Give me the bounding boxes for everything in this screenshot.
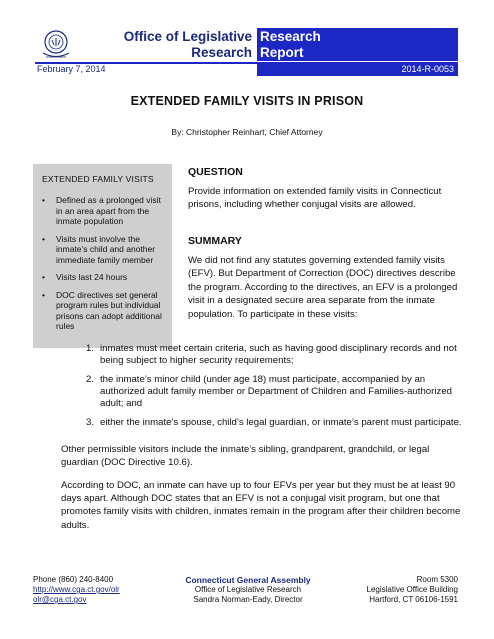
question-text: Provide information on extended family visits in Connecticut prisons, including whether conjugal visits are allowed. xyxy=(188,186,442,211)
list-item xyxy=(86,417,466,429)
footer-phone: Phone (860) 240-8400 xyxy=(33,575,114,584)
other-visitors-paragraph: Other permissible visitors include the inmate’s sibling, grandparent, grandchild, or legal guardian (DOC Directive 10.6). xyxy=(61,444,430,469)
report-number: 2014-R-0053 xyxy=(257,63,458,76)
office-name xyxy=(94,29,252,60)
office-name-line1: Office of Legislative xyxy=(123,29,252,44)
footer-office-name: Office of Legislative Research xyxy=(194,585,302,594)
research-report-banner xyxy=(257,28,458,61)
list-item xyxy=(86,343,466,367)
summary-heading: SUMMARY xyxy=(188,235,242,247)
sidebar-list xyxy=(33,195,172,332)
footer-director: Sandra Norman-Eady, Director xyxy=(193,595,303,604)
requirements-list xyxy=(86,343,466,436)
sidebar-item xyxy=(33,290,172,332)
sidebar-heading: EXTENDED FAMILY VISITS xyxy=(42,174,154,184)
question-heading: QUESTION xyxy=(188,166,243,178)
page-title: EXTENDED FAMILY VISITS IN PRISON xyxy=(130,94,364,108)
sidebar-item xyxy=(33,234,172,266)
sidebar-item xyxy=(33,195,172,227)
list-item-text: the inmate’s minor child (under age 18) must participate, accompanied by an authorized adult family member or Department of Children and Families-authorized adult; and xyxy=(100,374,452,409)
bullet-icon: • xyxy=(42,289,45,300)
byline: By: Christopher Reinhart, Chief Attorney xyxy=(171,127,323,137)
list-number: 2. xyxy=(86,374,95,385)
sidebar-item-text: Visits last 24 hours xyxy=(56,272,128,282)
summary-text: We did not find any statutes governing extended family visits (EFV). But Department of Correction (DOC) directives describe the program. According to the directives, an EFV is a prolonged visit in a designated secure area separate from the inmate population. To participate in these visits: xyxy=(188,255,458,320)
list-number: 1. xyxy=(86,343,95,354)
office-name-line2: Research xyxy=(191,44,252,60)
bullet-icon: • xyxy=(42,195,45,205)
footer-email-link[interactable]: olr@cga.ct.gov xyxy=(33,595,87,604)
sidebar-item-text: DOC directives set general program rules but individual prisons can adopt additional rules xyxy=(56,289,162,331)
list-item-text: either the inmate’s spouse, child’s legal guardian, or inmate’s parent must participate. xyxy=(100,417,462,428)
footer-address xyxy=(340,575,458,605)
summary-sidebar xyxy=(33,164,172,348)
sidebar-item-text: Defined as a prolonged visit in an area apart from the inmate population xyxy=(56,195,161,226)
report-date: February 7, 2014 xyxy=(37,64,106,74)
sidebar-item xyxy=(33,272,172,283)
footer-assembly: Connecticut General Assembly xyxy=(185,575,311,585)
banner-line2: Report xyxy=(260,44,304,60)
footer-website-link[interactable]: http://www.cga.ct.gov/olr xyxy=(33,585,120,594)
list-number: 3. xyxy=(86,417,95,428)
banner-line1: Research xyxy=(260,29,321,44)
list-item xyxy=(86,374,466,410)
doc-paragraph: According to DOC, an inmate can have up to four EFVs per year but they must be at least 90 days apart. Although DOC states that an EFV is not a conjugal visit program, but one that promotes family visits with children, inmates remain in the program after their children become adults. xyxy=(61,480,461,531)
footer-contact xyxy=(33,575,120,605)
footer-room: Room 5300 xyxy=(416,575,458,584)
list-item-text: inmates must meet certain criteria, such as having good disciplinary records and not being subject to higher security requirements; xyxy=(100,343,457,366)
footer-office xyxy=(158,575,338,605)
footer-building: Legislative Office Building xyxy=(366,585,458,594)
sidebar-item-text: Visits must involve the inmate’s child and another immediate family member xyxy=(56,233,156,265)
footer-city: Hartford, CT 06106-1591 xyxy=(369,595,458,604)
bullet-icon: • xyxy=(42,233,45,244)
state-seal-icon xyxy=(37,27,75,63)
bullet-icon: • xyxy=(42,272,45,282)
